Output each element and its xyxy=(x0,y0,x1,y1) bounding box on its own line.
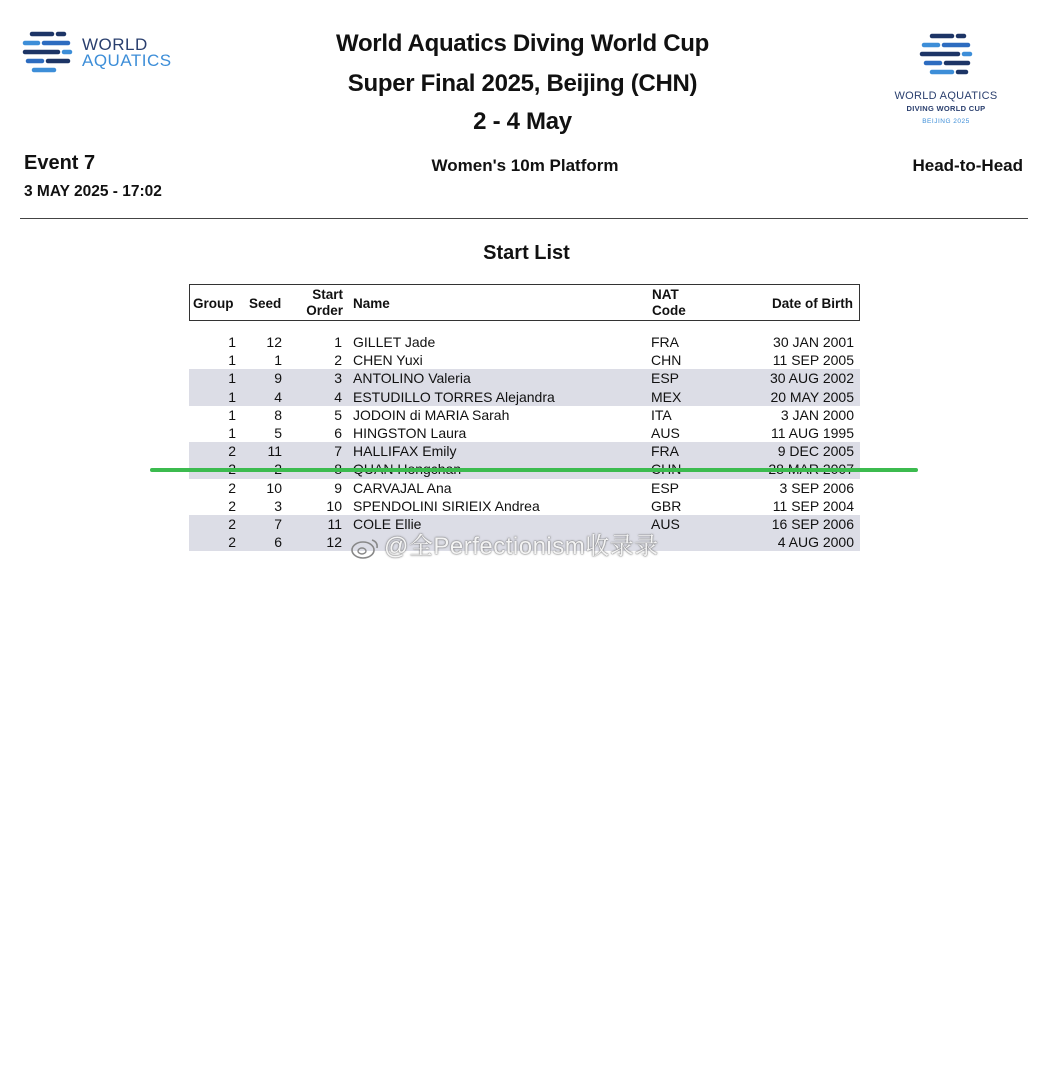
cell-group: 1 xyxy=(228,406,236,423)
event-format: Head-to-Head xyxy=(912,156,1023,175)
cell-order: 11 xyxy=(327,515,342,532)
cell-nat: ESP xyxy=(651,370,680,387)
cell-order: 6 xyxy=(334,424,342,441)
cell-name: CHEN Yuxi xyxy=(353,352,423,369)
cell-nat: MEX xyxy=(651,388,682,405)
cell-name: SPENDOLINI SIRIEIX Andrea xyxy=(353,497,540,514)
cell-name: JODOIN di MARIA Sarah xyxy=(353,406,510,423)
cell-name: COLE Ellie xyxy=(353,515,422,532)
logo-word-2: AQUATICS xyxy=(82,51,172,70)
table-body xyxy=(189,333,860,551)
highlight-underline xyxy=(150,468,918,472)
diving-world-cup-wave-icon xyxy=(918,32,974,84)
logo-word-1: WORLD xyxy=(82,35,148,54)
cell-group: 2 xyxy=(228,534,236,551)
logo-right-line3: BEIJING 2025 xyxy=(922,118,970,125)
cell-name: ESTUDILLO TORRES Alejandra xyxy=(353,388,555,405)
cell-group: 2 xyxy=(228,479,236,496)
cell-seed: 10 xyxy=(266,479,282,496)
cell-group: 2 xyxy=(228,497,236,514)
watermark xyxy=(350,526,659,561)
cell-seed: 5 xyxy=(274,424,282,441)
cell-group: 2 xyxy=(228,515,236,532)
cell-order: 7 xyxy=(334,443,342,460)
cell-nat: AUS xyxy=(651,424,680,441)
table-row xyxy=(189,442,860,460)
cell-dob: 30 AUG 2002 xyxy=(769,370,854,387)
header-seed: Seed xyxy=(249,296,282,311)
header-start-order-line1: Start xyxy=(312,287,343,302)
cell-seed: 1 xyxy=(274,352,282,369)
cell-nat: ITA xyxy=(651,406,672,423)
competition-title: World Aquatics Diving World Cup xyxy=(336,30,709,57)
competition-subtitle: Super Final 2025, Beijing (CHN) xyxy=(347,70,698,97)
table-row xyxy=(189,424,860,442)
cell-group: 1 xyxy=(228,352,236,369)
cell-nat: FRA xyxy=(651,443,679,460)
cell-group: 1 xyxy=(228,424,236,441)
table-header xyxy=(189,284,860,321)
event-number: Event 7 xyxy=(24,152,96,174)
cell-order: 2 xyxy=(334,352,342,369)
cell-group: 2 xyxy=(228,443,236,460)
cell-order: 12 xyxy=(326,534,342,551)
header-divider xyxy=(20,218,1028,219)
header-dob: Date of Birth xyxy=(772,296,853,311)
world-aquatics-wave-icon xyxy=(22,30,74,76)
section-title: Start List xyxy=(483,242,570,264)
table-row xyxy=(189,406,860,424)
cell-name: HINGSTON Laura xyxy=(353,424,467,441)
cell-nat: FRA xyxy=(651,334,679,350)
cell-group: 1 xyxy=(228,334,236,350)
cell-group: 1 xyxy=(228,370,236,387)
cell-nat: AUS xyxy=(651,515,680,532)
cell-dob: 11 SEP 2005 xyxy=(772,352,854,369)
logo-right-line1: WORLD AQUATICS xyxy=(894,90,998,102)
header-nat-line2: Code xyxy=(652,303,686,318)
cell-order: 9 xyxy=(334,479,342,496)
cell-seed: 12 xyxy=(266,334,282,350)
table-row xyxy=(189,369,860,387)
cell-seed: 11 xyxy=(267,443,282,460)
start-list-table xyxy=(189,284,860,551)
cell-nat: GBR xyxy=(651,497,682,514)
table-row xyxy=(189,333,860,351)
cell-order: 4 xyxy=(334,388,342,405)
cell-order: 5 xyxy=(334,406,342,423)
cell-nat: ESP xyxy=(651,479,680,496)
cell-dob: 16 SEP 2006 xyxy=(771,515,854,532)
table-row xyxy=(189,497,860,515)
cell-name: HALLIFAX Emily xyxy=(353,443,457,460)
diving-world-cup-logo xyxy=(880,32,1012,132)
cell-dob: 3 SEP 2006 xyxy=(779,479,854,496)
table-row xyxy=(189,388,860,406)
logo-right-line2: DIVING WORLD CUP xyxy=(906,104,986,113)
table-row xyxy=(189,351,860,369)
cell-seed: 3 xyxy=(274,497,282,514)
cell-order: 3 xyxy=(334,370,342,387)
event-discipline: Women's 10m Platform xyxy=(431,156,619,175)
header-start-order-line2: Order xyxy=(306,303,343,318)
cell-seed: 8 xyxy=(274,406,282,423)
cell-order: 10 xyxy=(326,497,342,514)
header-nat-line1: NAT xyxy=(652,287,679,302)
cell-seed: 7 xyxy=(274,515,282,532)
cell-seed: 4 xyxy=(274,388,282,405)
cell-seed: 9 xyxy=(274,370,282,387)
cell-name: ANTOLINO Valeria xyxy=(353,370,471,387)
cell-dob: 20 MAY 2005 xyxy=(770,388,854,405)
cell-name: CARVAJAL Ana xyxy=(353,479,452,496)
weibo-icon xyxy=(350,536,380,560)
cell-dob: 11 AUG 1995 xyxy=(770,424,854,441)
header-group: Group xyxy=(193,296,234,311)
cell-dob: 9 DEC 2005 xyxy=(777,443,854,460)
event-datetime: 3 MAY 2025 - 17:02 xyxy=(24,183,162,200)
competition-dates: 2 - 4 May xyxy=(473,108,572,135)
watermark-text: @全Perfectionism收录录 xyxy=(384,533,659,560)
cell-dob: 4 AUG 2000 xyxy=(777,534,854,551)
cell-dob: 3 JAN 2000 xyxy=(780,406,854,423)
cell-dob: 11 SEP 2004 xyxy=(772,497,854,514)
cell-seed: 6 xyxy=(274,534,282,551)
cell-nat: CHN xyxy=(651,352,682,369)
header-name: Name xyxy=(353,296,390,311)
cell-name: GILLET Jade xyxy=(353,334,436,350)
world-aquatics-logo xyxy=(22,28,202,78)
cell-dob: 30 JAN 2001 xyxy=(773,334,854,350)
table-row xyxy=(189,479,860,497)
cell-group: 1 xyxy=(228,388,236,405)
cell-order: 1 xyxy=(334,334,342,350)
